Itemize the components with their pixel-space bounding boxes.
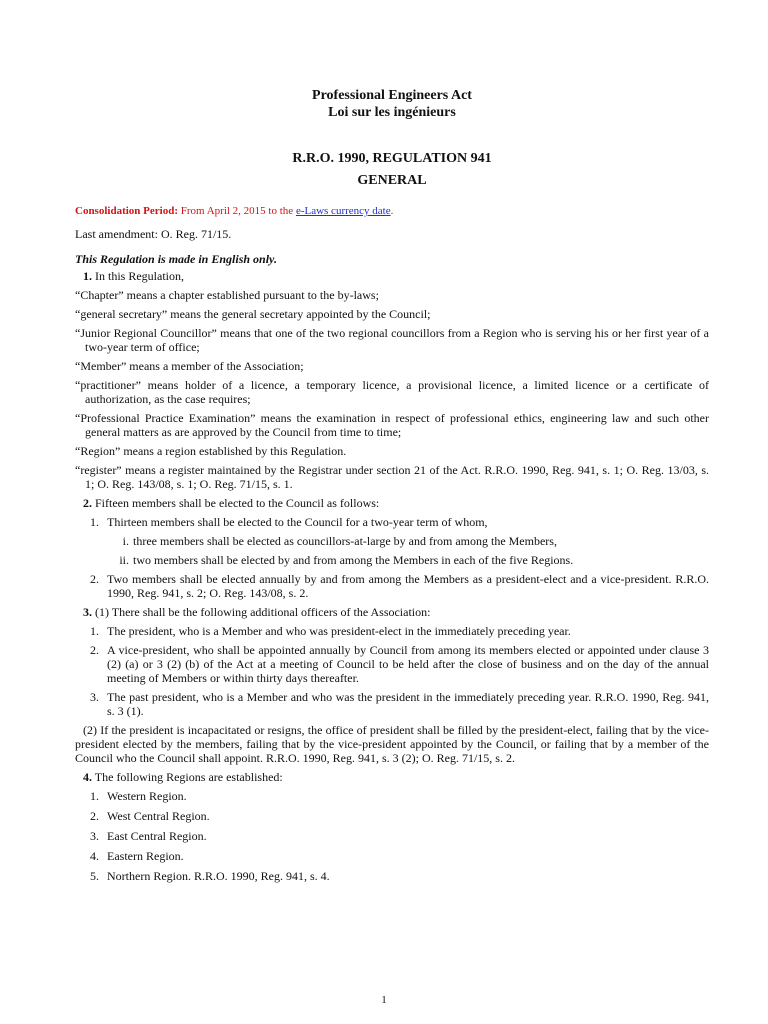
list-item-number: 1.: [90, 624, 99, 638]
consolidation-period: [75, 204, 709, 218]
list-item: [75, 690, 709, 718]
document-page: [75, 84, 709, 889]
list-item: [75, 515, 709, 529]
list-item: [75, 572, 709, 600]
region-number: 2.: [90, 809, 99, 823]
consolidation-text: From April 2, 2015 to the: [177, 205, 296, 217]
definition: “Professional Practice Examination” means the examination in respect of professional ethics, engineering law and such other general matters as are approved by the Council from time to time;: [75, 411, 709, 439]
region-name: West Central Region.: [107, 809, 210, 823]
definition: “Member” means a member of the Association;: [75, 359, 304, 373]
definition: “register” means a register maintained by the Registrar under section 21 of the Act. R.R.O. 1990, Reg. 941, s. 1; O. Reg. 13/03, s. 1; O. Reg. 143/08, s. 1; O. Reg. 71/15, s. 1.: [75, 463, 709, 491]
act-title-fr: Loi sur les ingénieurs: [328, 105, 456, 120]
elaws-currency-link[interactable]: e-Laws currency date: [295, 205, 391, 217]
region-item: [75, 869, 709, 883]
section-1-intro: [75, 269, 709, 283]
region-item: [75, 849, 709, 863]
regulation-number: R.R.O. 1990, REGULATION 941: [292, 151, 492, 166]
definition: “practitioner” means holder of a licence, a temporary licence, a provisional licence, a limited licence or a certificate of authorization, as the case requires;: [75, 378, 709, 406]
consolidation-label: Consolidation Period:: [75, 205, 178, 217]
sub-item: [75, 553, 709, 567]
region-name: Western Region.: [107, 789, 187, 803]
definition: “general secretary” means the general secretary appointed by the Council;: [75, 307, 431, 321]
list-item-number: 1.: [90, 515, 99, 529]
section-2-text: Fifteen members shall be elected to the Council as follows:: [92, 496, 380, 510]
sub-item-number: i.: [122, 534, 129, 548]
section-3-number: 3.: [83, 605, 92, 619]
region-name: Eastern Region.: [107, 849, 184, 863]
region-number: 1.: [90, 789, 99, 803]
consolidation-end: .: [390, 205, 394, 217]
section-2-intro: [75, 496, 709, 510]
region-item: [75, 809, 709, 823]
sub-item: [75, 534, 709, 548]
list-item-number: 2.: [90, 643, 99, 657]
section-4-intro: [75, 770, 709, 784]
section-2-number: 2.: [83, 496, 92, 510]
last-amendment: Last amendment: O. Reg. 71/15.: [75, 227, 232, 241]
definition: “Junior Regional Councillor” means that one of the two regional councillors from a Region who is serving his or her first year of a two-year term of office;: [75, 326, 709, 354]
list-item-number: 3.: [90, 690, 99, 704]
page-number: 1: [381, 994, 387, 1006]
regulation-subtitle: GENERAL: [357, 173, 427, 188]
section-3-intro: [75, 605, 709, 619]
list-item-text: Two members shall be elected annually by and from among the Members as a president-elect and a vice-president. R.R.O. 1990, Reg. 941, s. 2; O. Reg. 143/08, s. 2.: [107, 572, 709, 600]
region-number: 3.: [90, 829, 99, 843]
sub-item-text: three members shall be elected as councillors-at-large by and from among the Members,: [133, 534, 557, 548]
list-item-text: Thirteen members shall be elected to the Council for a two-year term of whom,: [107, 515, 488, 529]
sub-item-text: two members shall be elected by and from among the Members in each of the five Regions.: [133, 553, 574, 567]
section-4-text: The following Regions are established:: [92, 770, 283, 784]
list-item-text: A vice-president, who shall be appointed annually by Council from among its members elected or appointed under clause 3 (2) (a) or 3 (2) (b) of the Act at a meeting of Council to be held after the close of business and on the day of the annual meeting of Members or within thirty days thereafter.: [107, 643, 709, 685]
list-item-text: The president, who is a Member and who was president-elect in the immediately preceding year.: [107, 624, 571, 638]
list-item: [75, 643, 709, 685]
definition: “Chapter” means a chapter established pursuant to the by-laws;: [75, 288, 379, 302]
list-item-text: The past president, who is a Member and who was the president in the immediately preceding year. R.R.O. 1990, Reg. 941, s. 3 (1).: [107, 690, 709, 718]
region-number: 4.: [90, 849, 99, 863]
region-number: 5.: [90, 869, 99, 883]
region-name: East Central Region.: [107, 829, 207, 843]
definition: “Region” means a region established by this Regulation.: [75, 444, 347, 458]
act-title-en: Professional Engineers Act: [312, 88, 472, 103]
section-3-subsection-2: (2) If the president is incapacitated or resigns, the office of president shall be filled by the president-elect, failing that by the vice-president elected by the members, failing that by the vice-president appointed by the Council, or failing that by a member of the Council who the Council shall appoint. R.R.O. 1990, Reg. 941, s. 3 (2); O. Reg. 71/15, s. 2.: [75, 723, 709, 765]
region-item: [75, 789, 709, 803]
section-4-number: 4.: [83, 770, 92, 784]
region-name: Northern Region. R.R.O. 1990, Reg. 941, s. 4.: [107, 869, 330, 883]
list-item: [75, 624, 709, 638]
region-item: [75, 829, 709, 843]
section-1-text: In this Regulation,: [92, 269, 184, 283]
section-3-text: (1) There shall be the following additional officers of the Association:: [92, 605, 431, 619]
section-1-number: 1.: [83, 269, 92, 283]
language-note: This Regulation is made in English only.: [75, 252, 277, 266]
sub-item-number: ii.: [119, 553, 129, 567]
list-item-number: 2.: [90, 572, 99, 586]
